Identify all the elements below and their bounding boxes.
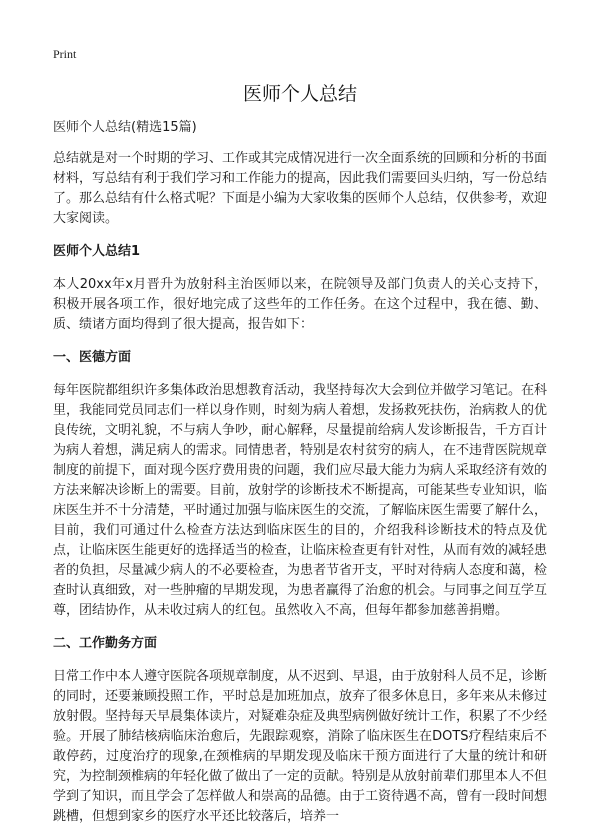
print-label: Print — [53, 47, 77, 61]
work-paragraph: 日常工作中本人遵守医院各项规章制度，从不迟到、早退，由于放射科人员不足，诊断的同时，还要兼顾投照工作，平时总是加班加点，放弃了很多休息日，多年来从未修过放射假。坚持每天早晨集体读片，对疑难杂症及典型病例做好统计工作，积累了不少经验。开展了肺结核病临床治愈后，先跟踪观察，消除了临床医生在DOTS疗程结束后不敢停药，过度治疗的现象,在颈椎病的早期发现及临床干预方面进行了大量的统计和研究，为控制颈椎病的年轻化做了做出了一定的贡献。特别是从放射前辈们那里本人不但学到了知识，而且学会了怎样做人和崇高的品德。由于工资待遇不高，曾有一段时间想跳槽，但想到家乡的医疗水平还比较落后，培养一 — [53, 669, 548, 824]
section-paragraph: 本人20xx年x月晋升为放射科主治医师以来，在院领导及部门负责人的关心支持下，积极开展各项工作，很好地完成了这些年的工作任务。在这个过程中，我在德、勤、质、绩诸方面均得到了很大提高，报告如下： — [53, 277, 547, 332]
document-subtitle: 医师个人总结(精选15篇) — [53, 120, 197, 135]
section-heading: 医师个人总结1 — [53, 244, 141, 259]
document-body — [53, 118, 547, 840]
subsection-heading-work: 二、工作勤务方面 — [53, 636, 158, 651]
ethics-paragraph: 每年医院都组织许多集体政治思想教育活动，我坚持每次大会到位并做学习笔记。在科里，我能同党员同志们一样以身作则，时刻为病人着想，发扬救死扶伤，治病救人的优良传统，文明礼貌，不与病人争吵，耐心解释，尽量提前给病人发诊断报告，千方百计为病人着想，满足病人的需求。同情患者，特别是农村贫穷的病人，在不违背医院规章制度的前提下，面对现今医疗费用贵的问题，我们应尽最大能力为病人采取经济有效的方法来解决诊断上的需要。目前，放射学的诊断技术不断提高，可能某些专业知识，临床医生并不十分清楚，平时通过加强与临床医生的交流，了解临床医生需要了解什么，目前，我们可通过什么检查方法达到临床医生的目的，介绍我科诊断技术的特点及优点，让临床医生能更好的选择适当的检查，让临床检查更有针对性，从而有效的减轻患者的负担，尽量减少病人的不必要检查，为患者节省开支，平时对待病人态度和蔼，检查时认真细致，对一些肿瘤的早期发现，为患者赢得了治愈的机会。与同事之间互学互尊，团结协作，从未收过病人的红包。虽然收入不高，但每年都参加慈善捐赠。 — [53, 383, 548, 618]
subsection-heading-ethics: 一、医德方面 — [53, 350, 132, 365]
document-title: 医师个人总结 — [242, 83, 357, 105]
intro-paragraph: 总结就是对一个时期的学习、工作或其完成情况进行一次全面系统的回顾和分析的书面材料，写总结有利于我们学习和工作能力的提高，因此我们需要回头归纳，写一份总结了。那么总结有什么格式呢？下面是小编为大家收集的医师个人总结，仅供参考，欢迎大家阅读。 — [53, 151, 548, 226]
